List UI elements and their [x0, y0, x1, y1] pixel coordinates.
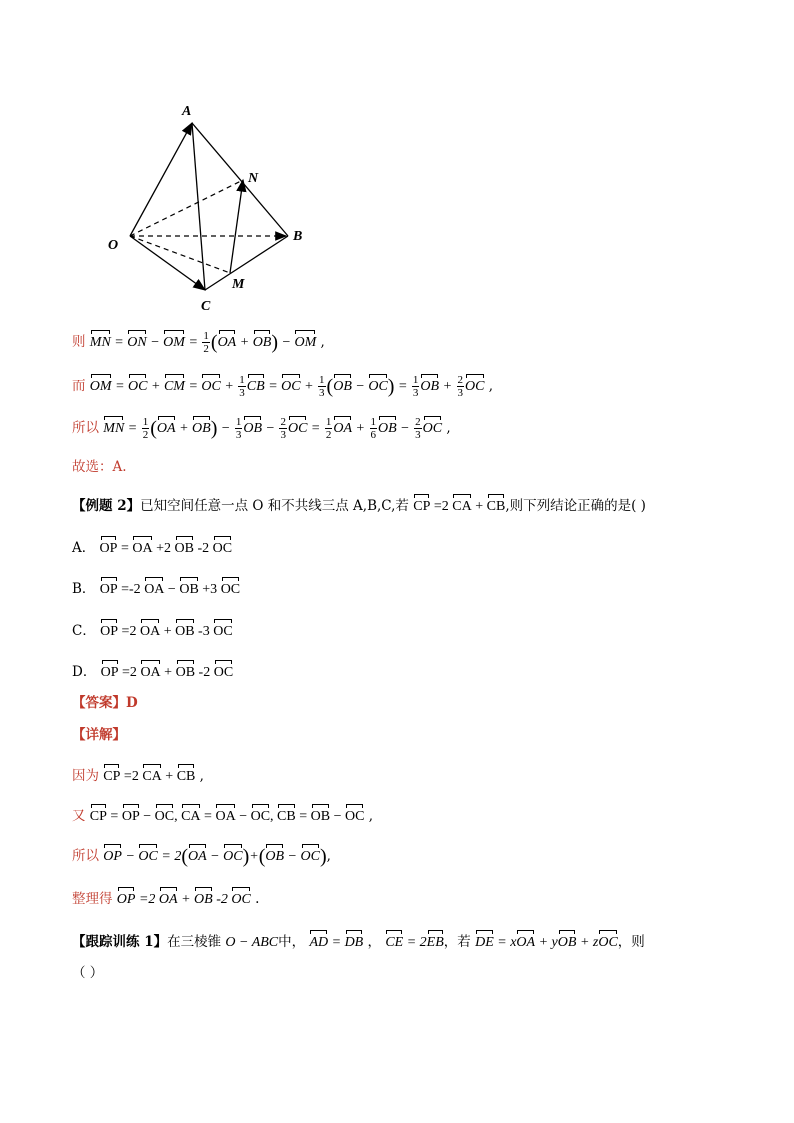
detail-step-1: 因为 CP =2 CA + CB ,: [72, 762, 204, 788]
detail-step-3: 所以 OP − OC = 2(OA − OC)+(OB − OC),: [72, 842, 331, 868]
point-M-label: M: [232, 277, 245, 292]
line3-prefix: 所以: [72, 420, 99, 436]
line1-prefix: 则: [72, 334, 86, 350]
training-title: 【跟踪训练 1】: [72, 934, 168, 950]
option-d[interactable]: D． OP =2 OA + OB -2 OC: [72, 658, 233, 684]
answer-label: 【答案】D: [72, 695, 138, 711]
detail-label: 【详解】: [72, 727, 126, 743]
example2-text: 已知空间任意一点 O 和不共线三点 A,B,C,若: [140, 498, 409, 514]
tetrahedron-figure: [100, 95, 340, 315]
edge-A-B: [192, 123, 288, 236]
example2-title: 【例题 2】: [72, 498, 141, 514]
answer-choice-text: 故选：A.: [72, 459, 127, 475]
edge-O-M: [130, 236, 230, 273]
detail-step-4: 整理得 OP =2 OA + OB -2 OC .: [72, 885, 259, 911]
line2-prefix: 而: [72, 378, 86, 394]
option-c[interactable]: C． OP =2 OA + OB -3 OC: [72, 617, 233, 643]
point-C-label: C: [201, 299, 211, 314]
point-B-label: B: [293, 229, 303, 244]
edge-O-C: [130, 236, 205, 290]
derivation-line-3: 所以 MN = $\frac{1}{2}$ (OA + OB) − $\frac{1}{3}$ OB − $\frac{2}{3}$ OC = $\frac{1}{2}$ OA + $\frac{1}{6}$ OB − $\frac{2}{3}$ OC ,: [72, 416, 451, 441]
example2-text-after: ,则下列结论正确的是( ): [505, 498, 646, 514]
point-A-label: A: [182, 104, 192, 119]
edge-M-N: [230, 180, 243, 273]
training-question: 【跟踪训练 1】在三棱锥 O − ABC中， AD = DB ， CE = 2EB，若 DE = xOA + yOB + zOC，则: [72, 928, 645, 954]
edge-O-N: [130, 180, 243, 236]
option-a[interactable]: A． OP = OA +2 OB -2 OC: [72, 534, 232, 560]
option-b[interactable]: B． OP =-2 OA − OB +3 OC: [72, 575, 240, 601]
point-N-label: N: [248, 171, 259, 186]
derivation-line-1: 则 MN = ON − OM = $\frac{1}{2}$ (OA + OB) − OM ,: [72, 330, 325, 355]
edge-A-C: [192, 123, 205, 290]
detail-step-2: 又 CP = OP − OC, CA = OA − OC, CB = OB − OC ,: [72, 802, 373, 828]
example2-question: 【例题 2】已知空间任意一点 O 和不共线三点 A,B,C,若 CP =2 CA + CB,则下列结论正确的是( ): [72, 492, 646, 518]
edge-O-A: [130, 123, 192, 236]
training-paren: （ ）: [72, 965, 104, 981]
point-O-label: O: [108, 238, 119, 253]
edge-C-B: [205, 236, 288, 290]
derivation-line-2: 而 OM = OC + CM = OC + $\frac{1}{3}$ CB = OC + $\frac{1}{3}$ (OB − OC) = $\frac{1}{3}$ OB + $\frac{2}{3}$ OC ,: [72, 374, 494, 399]
